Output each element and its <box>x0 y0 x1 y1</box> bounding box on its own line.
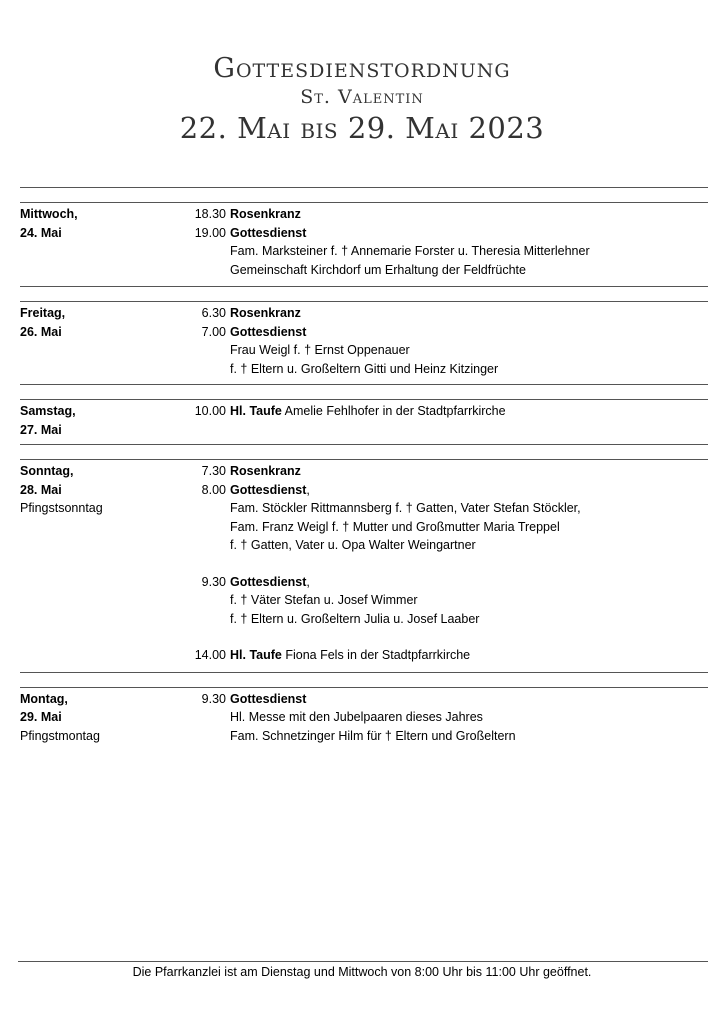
entries <box>170 462 708 665</box>
date: 26. Mai <box>20 324 62 339</box>
intention-note: f. † Väter Stefan u. Josef Wimmer <box>230 593 418 607</box>
entry-time: 19.00 <box>194 225 226 240</box>
entry-time: 7.30 <box>201 464 226 478</box>
entry-time: 9.30 <box>201 574 226 589</box>
service-schedule <box>20 187 708 745</box>
entries <box>170 304 708 378</box>
weekday: Samstag, <box>20 404 76 418</box>
weekday: Sonntag, <box>20 464 74 478</box>
weekday: Montag, <box>20 691 68 706</box>
schedule-entry <box>170 402 708 421</box>
feast-name: Pfingstmontag <box>20 728 100 743</box>
intention-note: Fam. Franz Weigl f. † Mutter und Großmutter Maria Treppel <box>230 519 560 534</box>
entry-label: Rosenkranz <box>230 464 301 478</box>
entries <box>170 205 708 279</box>
schedule-entry <box>170 224 708 243</box>
divider <box>20 385 708 400</box>
intention-note: f. † Eltern u. Großeltern Gitti und Heinz Kitzinger <box>230 361 499 376</box>
date: 28. Mai <box>20 482 62 497</box>
divider <box>20 188 708 203</box>
entries <box>170 402 708 439</box>
schedule-entry <box>170 323 708 342</box>
entry-time: 18.30 <box>194 207 226 221</box>
weekday: Mittwoch, <box>20 207 78 221</box>
schedule-entry <box>170 205 708 224</box>
entry-detail: , <box>306 482 310 497</box>
entry-time: 14.00 <box>194 648 226 662</box>
page-title: Gottesdienstordnung <box>213 53 511 84</box>
divider <box>20 673 708 688</box>
entry-label: Rosenkranz <box>230 207 301 221</box>
intention-note: Fam. Stöckler Rittmannsberg f. † Gatten, Vater Stefan Stöckler, <box>230 501 581 515</box>
intention-note: Hl. Messe mit den Jubelpaaren dieses Jahres <box>230 710 483 724</box>
entry-label: Gottesdienst <box>230 482 307 497</box>
intention-note: Fam. Schnetzinger Hilm für † Eltern und Großeltern <box>230 728 516 743</box>
entries <box>170 690 708 746</box>
day-label <box>20 304 170 378</box>
schedule-entry <box>170 573 708 592</box>
weekday: Freitag, <box>20 306 66 320</box>
parish-name: St. Valentin <box>300 86 424 108</box>
schedule-entry <box>170 646 708 665</box>
entry-time: 7.00 <box>201 324 226 339</box>
schedule-entry <box>170 481 708 500</box>
date: 27. Mai <box>20 422 62 437</box>
intention-note: Fam. Marksteiner f. † Annemarie Forster u. Theresia Mitterlehner <box>230 244 590 258</box>
entry-label: Gottesdienst <box>230 574 307 589</box>
day-block-wednesday <box>20 187 708 286</box>
footer-divider <box>18 961 708 962</box>
entry-detail: , <box>306 574 310 589</box>
day-block-saturday <box>20 384 708 444</box>
day-label <box>20 205 170 279</box>
schedule-entry <box>170 462 708 481</box>
intention-note: Frau Weigl f. † Ernst Oppenauer <box>230 343 410 357</box>
entry-label: Rosenkranz <box>230 306 301 320</box>
day-block-monday <box>20 672 708 746</box>
entry-time: 8.00 <box>201 482 226 497</box>
intention-note: f. † Eltern u. Großeltern Julia u. Josef Laaber <box>230 611 480 626</box>
feast-name: Pfingstsonntag <box>20 501 103 515</box>
intention-note: Gemeinschaft Kirchdorf um Erhaltung der Feldfrüchte <box>230 262 526 277</box>
schedule-entry <box>170 304 708 323</box>
divider <box>20 287 708 302</box>
day-label <box>20 690 170 746</box>
entry-time: 10.00 <box>194 404 226 418</box>
entry-detail: Fiona Fels in der Stadtpfarrkirche <box>281 648 471 662</box>
divider <box>20 445 708 460</box>
entry-label: Hl. Taufe <box>230 404 282 418</box>
entry-label: Gottesdienst <box>230 324 307 339</box>
entry-time: 6.30 <box>201 306 226 320</box>
day-label <box>20 402 170 439</box>
office-hours-footer: Die Pfarrkanzlei ist am Dienstag und Mittwoch von 8:00 Uhr bis 11:00 Uhr geöffnet. <box>132 965 592 979</box>
date: 24. Mai <box>20 225 62 240</box>
entry-label: Gottesdienst <box>230 691 307 706</box>
entry-label: Gottesdienst <box>230 225 307 240</box>
entry-detail: Amelie Fehlhofer in der Stadtpfarrkirche <box>281 404 506 418</box>
date-range: 22. Mai bis 29. Mai 2023 <box>179 111 545 145</box>
entry-time: 9.30 <box>201 691 226 706</box>
day-block-friday <box>20 286 708 384</box>
day-block-sunday <box>20 444 708 672</box>
date: 29. Mai <box>20 710 62 724</box>
document-header <box>0 52 724 148</box>
schedule-entry <box>170 690 708 709</box>
day-label <box>20 462 170 665</box>
intention-note: f. † Gatten, Vater u. Opa Walter Weingartner <box>230 538 476 552</box>
entry-label: Hl. Taufe <box>230 648 282 662</box>
